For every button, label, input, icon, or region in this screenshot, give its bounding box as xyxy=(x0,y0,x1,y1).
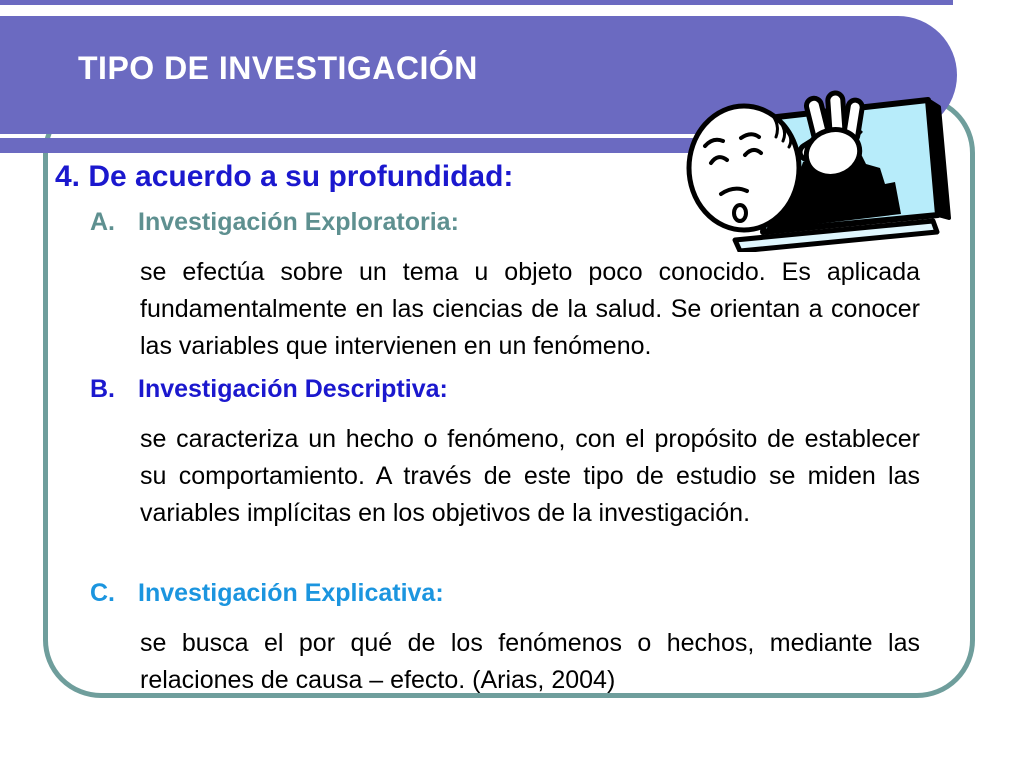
item-c-body: se busca el por qué de los fenómenos o hechos, mediante las relaciones de causa – efecto. (Arias, 2004) xyxy=(140,629,920,694)
item-a-heading xyxy=(90,208,459,237)
section-heading: 4. De acuerdo a su profundidad: xyxy=(55,160,514,193)
item-b-letter: B. xyxy=(90,375,115,403)
slide-title: TIPO DE INVESTIGACIÓN xyxy=(78,49,478,86)
listening-cartoon-clipart xyxy=(683,90,955,252)
item-b-heading xyxy=(90,375,448,404)
item-a-title: Investigación Exploratoria: xyxy=(138,208,459,236)
item-a-letter: A. xyxy=(90,208,115,236)
item-a-body: se efectúa sobre un tema u objeto poco conocido. Es aplicada fundamentalmente en las ciencias de la salud. Se orientan a conocer las variables que intervienen en un fenómeno. xyxy=(140,258,920,360)
top-accent-strip xyxy=(0,0,953,5)
item-b-title: Investigación Descriptiva: xyxy=(138,375,448,403)
item-c-title: Investigación Explicativa: xyxy=(138,579,444,607)
item-c-heading xyxy=(90,579,444,608)
item-b-body: se caracteriza un hecho o fenómeno, con el propósito de establecer su comportamiento. A través de este tipo de estudio se miden las variables implícitas en los objetivos de la investigación. xyxy=(140,425,920,527)
item-c-letter: C. xyxy=(90,579,115,607)
cartoon-head-icon xyxy=(689,106,799,230)
